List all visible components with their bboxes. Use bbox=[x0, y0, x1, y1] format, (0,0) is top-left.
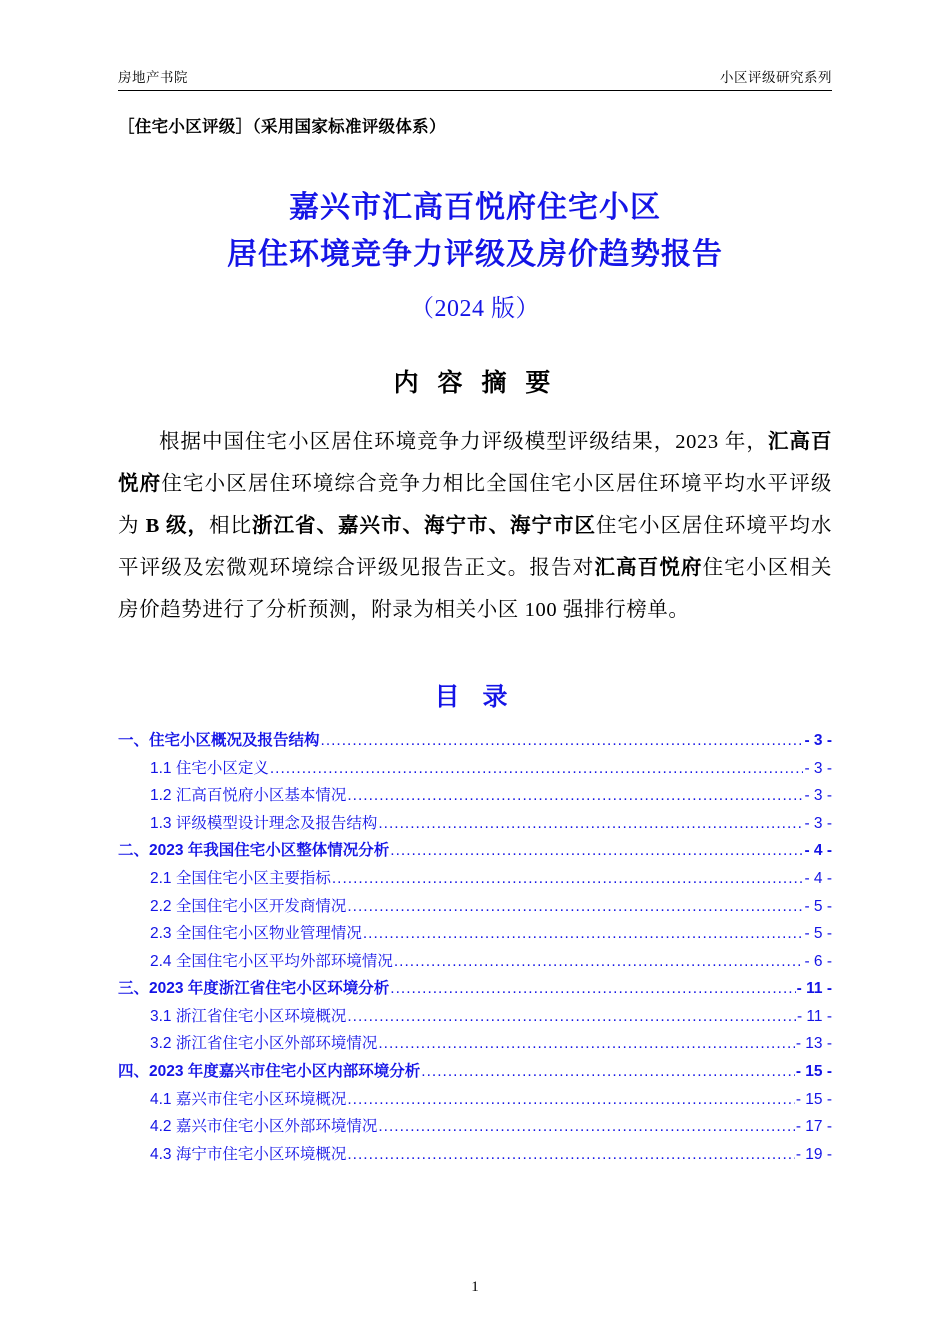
toc-entry[interactable] bbox=[118, 755, 832, 783]
toc-entry-page: - 19 - bbox=[795, 1145, 832, 1163]
toc-entry-label: 2.1 全国住宅小区主要指标 bbox=[150, 869, 331, 887]
toc-leader-dots bbox=[378, 1113, 794, 1141]
page-header bbox=[118, 0, 832, 91]
toc-leader-dots bbox=[394, 948, 804, 976]
toc-heading: 目 录 bbox=[434, 683, 516, 712]
toc-leader-dots bbox=[347, 782, 803, 810]
toc-entry-label: 1.1 住宅小区定义 bbox=[150, 759, 269, 777]
page-number: 1 bbox=[471, 1279, 479, 1295]
toc-entry-label: 2.4 全国住宅小区平均外部环境情况 bbox=[150, 952, 393, 970]
toc-entry-label: 3.1 浙江省住宅小区环境概况 bbox=[150, 1007, 347, 1025]
toc-entry-page: - 3 - bbox=[804, 814, 832, 832]
toc-leader-dots bbox=[378, 810, 803, 838]
toc-leader-dots bbox=[363, 920, 804, 948]
page-content bbox=[118, 0, 832, 1168]
toc-entry[interactable] bbox=[118, 893, 832, 921]
toc-leader-dots bbox=[347, 1141, 794, 1169]
toc-entry[interactable] bbox=[118, 1003, 832, 1031]
toc-leader-dots bbox=[390, 975, 795, 1003]
toc-entry-page: - 11 - bbox=[796, 980, 832, 998]
report-version: （2024 版） bbox=[410, 296, 540, 322]
toc-entry[interactable] bbox=[118, 837, 832, 865]
toc-entry-page: - 17 - bbox=[795, 1118, 832, 1136]
toc-leader-dots bbox=[332, 865, 804, 893]
toc-entry-page: - 15 - bbox=[795, 1063, 832, 1081]
toc-entry-label: 3.2 浙江省住宅小区外部环境情况 bbox=[150, 1035, 378, 1053]
toc-entry-page: - 3 - bbox=[804, 787, 832, 805]
toc-entry[interactable] bbox=[118, 1086, 832, 1114]
toc-entry[interactable] bbox=[118, 975, 832, 1003]
title-block bbox=[118, 185, 832, 323]
abstract-paragraph: 根据中国住宅小区居住环境竞争力评级模型评级结果，2023 年，汇高百悦府住宅小区居住环境综合竞争力相比全国住宅小区居住环境平均水平评级为 B 级，相比浙江省、嘉兴市、海宁市、海宁市区住宅小区居住环境平均水平评级及宏微观环境综合评级见报告正文。报告对汇高百悦府住宅小区相关房价趋势进行了分析预测，附录为相关小区 100 强排行榜单。 bbox=[118, 431, 833, 622]
toc-entry-label: 1.3 评级模型设计理念及报告结构 bbox=[150, 814, 378, 832]
toc-leader-dots bbox=[347, 1003, 796, 1031]
toc-entry[interactable] bbox=[118, 1113, 832, 1141]
table-of-contents bbox=[118, 727, 832, 1168]
toc-leader-dots bbox=[390, 837, 803, 865]
toc-entry[interactable] bbox=[118, 727, 832, 755]
toc-entry-page: - 3 - bbox=[804, 759, 832, 777]
toc-entry-label: 2.3 全国住宅小区物业管理情况 bbox=[150, 925, 362, 943]
toc-entry-page: - 5 - bbox=[804, 897, 832, 915]
toc-entry[interactable] bbox=[118, 865, 832, 893]
toc-entry-label: 4.2 嘉兴市住宅小区外部环境情况 bbox=[150, 1118, 378, 1136]
toc-entry[interactable] bbox=[118, 1058, 832, 1086]
abstract-heading: 内 容 摘 要 bbox=[393, 369, 557, 397]
toc-entry-page: - 4 - bbox=[804, 869, 832, 887]
toc-entry-page: - 3 - bbox=[804, 732, 832, 750]
toc-entry-page: - 15 - bbox=[795, 1090, 832, 1108]
toc-entry-label: 四、2023 年度嘉兴市住宅小区内部环境分析 bbox=[118, 1063, 421, 1081]
toc-entry-label: 4.1 嘉兴市住宅小区环境概况 bbox=[150, 1090, 347, 1108]
toc-entry-page: - 11 - bbox=[796, 1007, 832, 1025]
report-title-line-2: 居住环境竞争力评级及房价趋势报告 bbox=[227, 237, 723, 271]
toc-entry-page: - 6 - bbox=[804, 952, 832, 970]
report-title-line-1: 嘉兴市汇高百悦府住宅小区 bbox=[289, 191, 661, 224]
toc-leader-dots bbox=[270, 755, 804, 783]
toc-entry-label: 三、2023 年度浙江省住宅小区环境分析 bbox=[118, 980, 390, 998]
header-right-text: 小区评级研究系列 bbox=[720, 70, 832, 85]
toc-entry-label: 一、住宅小区概况及报告结构 bbox=[118, 732, 320, 750]
report-category-line: ［住宅小区评级］（采用国家标准评级体系） bbox=[118, 118, 446, 136]
toc-entry-label: 2.2 全国住宅小区开发商情况 bbox=[150, 897, 347, 915]
toc-entry-page: - 5 - bbox=[804, 925, 832, 943]
header-left-text: 房地产书院 bbox=[118, 70, 188, 85]
toc-leader-dots bbox=[421, 1058, 795, 1086]
toc-entry-page: - 4 - bbox=[804, 842, 832, 860]
toc-leader-dots bbox=[321, 727, 804, 755]
toc-entry-page: - 13 - bbox=[795, 1035, 832, 1053]
toc-entry[interactable] bbox=[118, 1141, 832, 1169]
toc-entry[interactable] bbox=[118, 782, 832, 810]
toc-entry[interactable] bbox=[118, 948, 832, 976]
toc-entry[interactable] bbox=[118, 1030, 832, 1058]
toc-entry[interactable] bbox=[118, 920, 832, 948]
toc-entry-label: 1.2 汇高百悦府小区基本情况 bbox=[150, 787, 347, 805]
toc-leader-dots bbox=[378, 1030, 794, 1058]
toc-leader-dots bbox=[347, 893, 803, 921]
toc-entry[interactable] bbox=[118, 810, 832, 838]
toc-entry-label: 二、2023 年我国住宅小区整体情况分析 bbox=[118, 842, 390, 860]
toc-entry-label: 4.3 海宁市住宅小区环境概况 bbox=[150, 1145, 347, 1163]
toc-leader-dots bbox=[347, 1086, 794, 1114]
